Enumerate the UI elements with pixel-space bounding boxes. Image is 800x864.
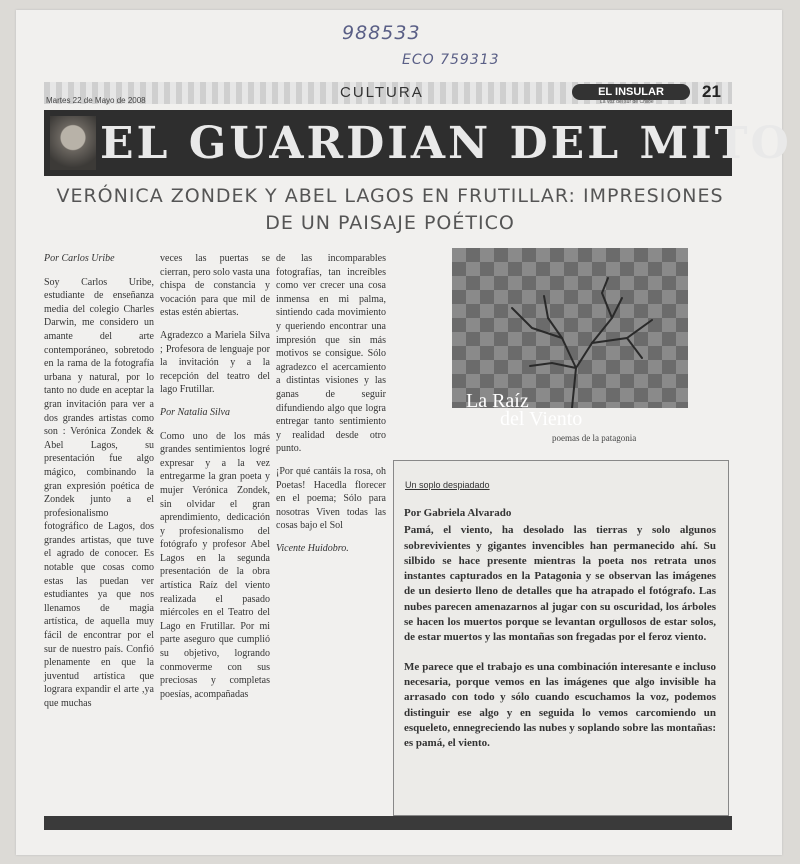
- newspaper-logo: EL INSULAR: [572, 84, 690, 100]
- section-label: CULTURA: [340, 84, 424, 101]
- photo-caption: poemas de la patagonia: [552, 433, 637, 443]
- portrait-image: [50, 116, 96, 170]
- photo-title-line: del Viento: [500, 408, 583, 430]
- tree-icon: [452, 248, 688, 412]
- article-text: de las incomparables fotografías, tan increíbles como ver crecer una cosa inmensa en mi palma, sintiendo cada movimiento y queriendo encontrar una impresión que sin más motivos se consigue. Sólo agradezco el acercamiento a distintas visiones y las ganas de seguir difundiendo algo que logra entregar tanto sentimiento y realidad desde otro punto.: [276, 253, 386, 455]
- poem-text: ¡Por qué cantáis la rosa, oh Poetas! Hacedla florecer en el poema; Sólo para nosotras Viven todas las cosas bajo el Sol: [276, 465, 386, 532]
- byline: Por Gabriela Alvarado: [404, 507, 512, 519]
- subheadline: VERÓNICA ZONDEK Y ABEL LAGOS EN FRUTILLAR: IMPRESIONES DE UN PAISAJE POÉTICO: [56, 185, 724, 234]
- article-column-1: [44, 252, 154, 720]
- handwritten-annotation: 988533: [342, 22, 421, 44]
- issue-date: Martes 22 de Mayo de 2008: [46, 96, 146, 105]
- article-text: Agradezco a Mariela Silva ; Profesora de lenguaje por la invitación y a la recepción del teatro del lago Frutillar.: [160, 329, 270, 396]
- article-text: Soy Carlos Uribe, estudiante de enseñanza media del colegio Charles Darwin, me considero un amante del arte contemporáneo, sobretodo en la rama de la fotografía urbana y natural, por lo tanto no dude en aceptar la gran invitación para ver a dos grandes artistas como son : Verónica Zondek & Abel Lagos, su presentación fue algo mágico, combinando la gran expresión poética de Zondek junto a el profesionalismo fotográfico de Lagos, dos grandes artistas, que tuve el agrado de conocer. Es notable que cosas como estas las puedan ver estudiantes ya que nos llenamos de magia artística, de aquella muy fácil de encontrar por el sur de nuestro país. Confió plenamente en que la juventud artística que lograra expandir el arte ,ya que muchas: [44, 276, 154, 709]
- sidebar-paragraph: Pamá, el viento, ha desolado las tierras y solo algunos sobrevivientes y gigantes invencibles han permanecido ahí. Su silbido se hace presente mientras la poeta nos retrata unos instantes capturados en la Patagonia y se observan las imágenes de un desierto lleno de detalles que ha atrapado el fotógrafo. Las nubes parecen amenazarnos al jugar con su oscuridad, los árboles se hacen los muertos porque se levantan orgullosos de estar solos, de estar muertos y las montañas son fregadas por el feroz viento.: [404, 524, 716, 644]
- article-text: veces las puertas se cierran, pero solo vasta una chispa de constancia y vocación para que mil de estas estén abiertas.: [160, 253, 270, 319]
- tree-photo: [452, 248, 688, 412]
- page-number: 21: [702, 82, 721, 101]
- byline: Por Natalia Silva: [160, 406, 230, 418]
- sidebar-kicker: Un soplo despiadado: [405, 480, 490, 490]
- logo-tagline: La voz del sur de Chiloé: [600, 99, 654, 105]
- sidebar-body: [404, 506, 716, 765]
- photo-title-line: La Raíz: [466, 390, 529, 412]
- photo-title: [466, 392, 582, 428]
- article-column-3: [276, 252, 386, 565]
- article-text: Como uno de los más grandes sentimientos logré expresar y a la vez entregarme la gran poeta y mujer Verónica Zondek, sin olvidar el gran aprendimiento, dedicación y profesionalismo del fotógrafo y profesor Abel Lagos en la segunda presentación de la obra artística Raíz del viento realizada el pasado miércoles en el Teatro del Lago en Frutillar. Por mi parte aseguro que cumplió su objetivo, logrando conmoverme con sus preciosas y completas poesías, acompañadas: [160, 430, 270, 700]
- article-column-2: [160, 252, 270, 710]
- sidebar-paragraph: Me parece que el trabajo es una combinación interesante e incluso necesaria, porque vemos en las imágenes que algo invisible ha arrasado con todo y sólo cuando escuchamos la voz, podemos distinguir ese algo y en seguida lo vemos carcomiendo un esqueleto, ennegreciendo las nubes y soplando sobre las montañas: es pamá, el viento.: [404, 660, 716, 750]
- bottom-strip: [44, 816, 732, 830]
- handwritten-annotation: ECO 759313: [402, 52, 500, 68]
- byline: Por Carlos Uribe: [44, 253, 115, 264]
- poem-author: Vicente Huidobro.: [276, 542, 349, 554]
- headline: EL GUARDIAN DEL MITO: [100, 118, 792, 169]
